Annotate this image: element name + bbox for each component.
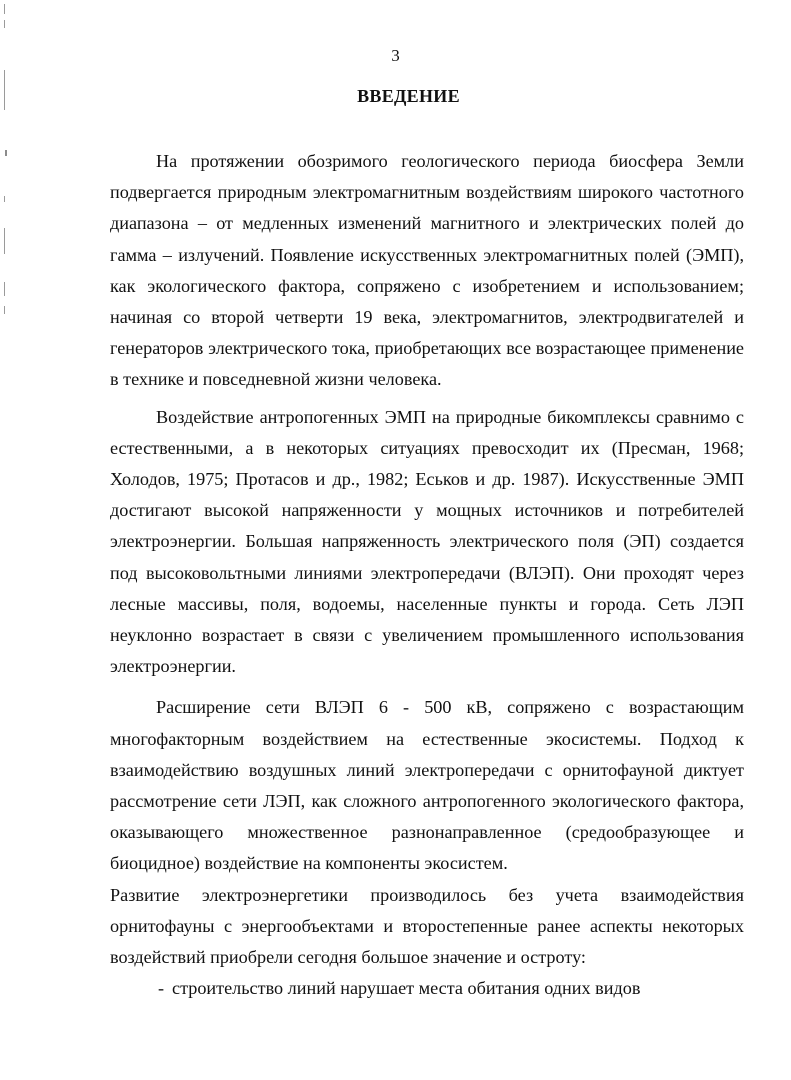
bullet-marker: -	[158, 978, 165, 999]
paragraph-4: Развитие электроэнергетики производилось без учета взаимодействия орнитофауны с энергообъектами и второстепенные ранее аспекты некоторых воздействий приобрели сегодня большое значение и остроту:	[110, 884, 744, 968]
list-item-text: строительство линий нарушает места обитания одних видов	[172, 978, 641, 999]
paragraph-1: На протяжении обозримого геологического периода биосфера Земли подвергается природным электромагнитным воздействиям широкого частотного диапазона – от медленных изменений магнитного и электрических полей до гамма – излучений. Появление искусственных электромагнитных полей (ЭМП), как экологического фактора, сопряжено с изобретением и использованием; начиная со второй четверти 19 века, электромагнитов, электродвигателей и генераторов электрического тока, приобретающих все возрастающее применение в технике и повседневной жизни человека.	[110, 151, 744, 390]
list-item	[110, 973, 744, 1004]
page-title: ВВЕДЕНИЕ	[357, 86, 460, 106]
paragraph-3: Расширение сети ВЛЭП 6 - 500 кВ, сопряжено с возрастающим многофакторным воздействием на естественные экосистемы. Подход к взаимодействию воздушных линий электропередачи с орнитофауной диктует рассмотрение сети ЛЭП, как сложного антропогенного экологического фактора, оказывающего множественное разнонаправленное (средообразующее и биоцидное) воздействие на компоненты экосистем.	[110, 697, 744, 874]
paragraph-2: Воздействие антропогенных ЭМП на природные бикомплексы сравнимо с естественными, а в некоторых ситуациях превосходит их (Пресман, 1968; Холодов, 1975; Протасов и др., 1982; Еськов и др. 1987). Искусственные ЭМП достигают высокой напряженности у мощных источников и потребителей электроэнергии. Большая напряженность электрического поля (ЭП) создается под высоковольтными линиями электропередачи (ВЛЭП). Они проходят через лесные массивы, поля, водоемы, населенные пункты и города. Сеть ЛЭП неуклонно возрастает в связи с увеличением промышленного использования электроэнергии.	[110, 406, 744, 677]
page-number: 3	[391, 46, 400, 65]
document-body	[110, 146, 744, 1004]
